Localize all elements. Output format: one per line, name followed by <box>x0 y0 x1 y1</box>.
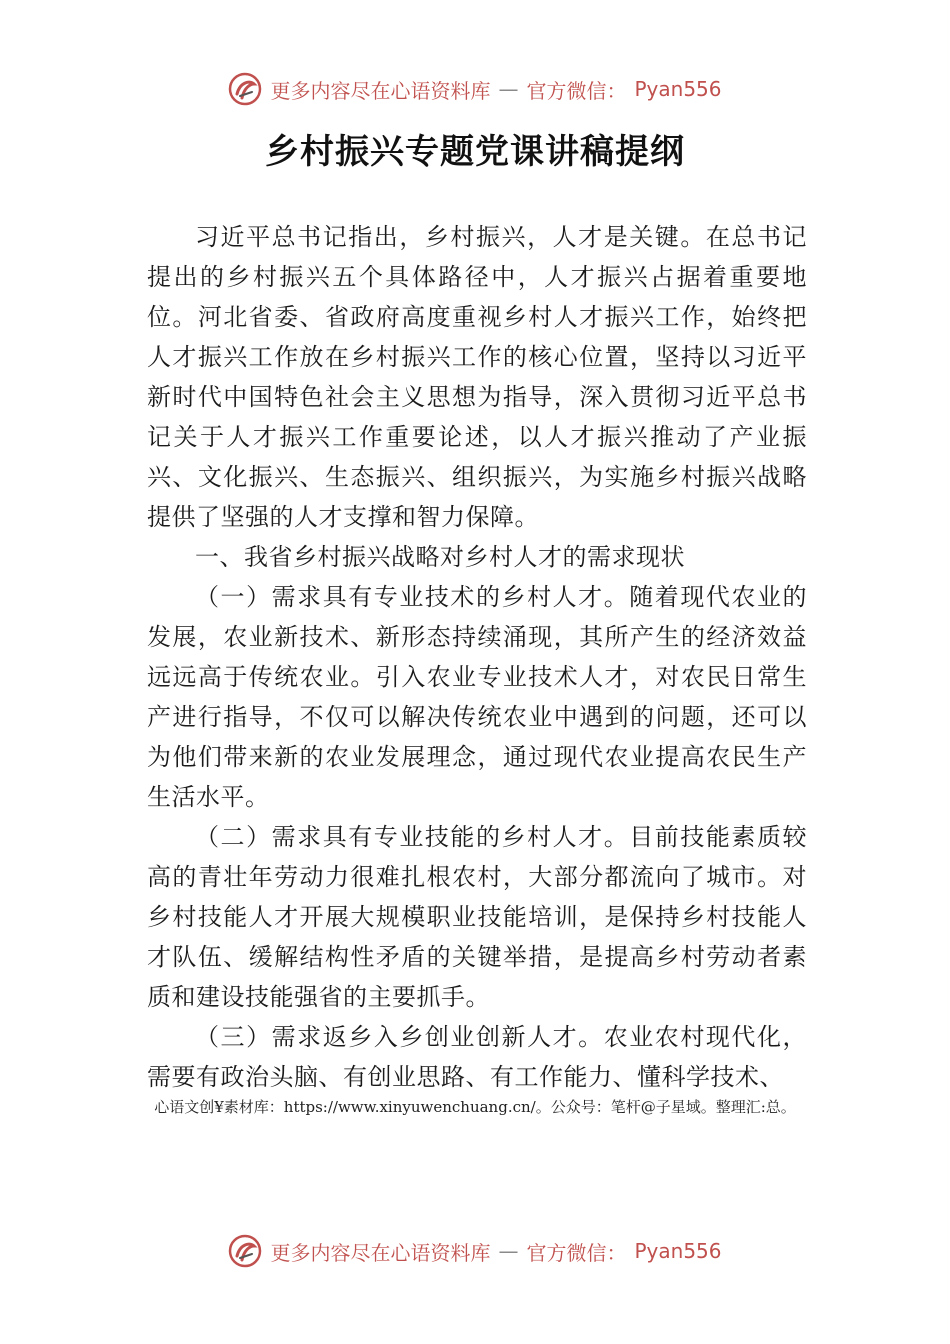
source-footer: 心语文创¥素材库：https://www.xinyuwenchuang.cn/。公众号：笔杆@子星域。整理汇:总。 <box>154 1098 796 1116</box>
swirl-logo-icon <box>228 72 262 106</box>
watermark-label: 官方微信： <box>526 1240 627 1265</box>
document-title: 乡村振兴专题党课讲稿提纲 <box>265 132 685 172</box>
watermark-label: 官方微信： <box>526 78 627 103</box>
paragraph-item-1: （一）需求具有专业技术的乡村人才。随着现代农业的发展，农业新技术、新形态持续涌现，其所产生的经济效益远远高于传统农业。引入农业专业技术人才，对农民日常生产进行指导，不仅可以解决传统农业中遇到的问题，还可以为他们带来新的农业发展理念，通过现代农业提高农民生产生活水平。 <box>147 583 807 811</box>
watermark-separator: — <box>498 1239 519 1263</box>
watermark-id: Pyan556 <box>634 77 722 101</box>
watermark-id: Pyan556 <box>634 1239 722 1263</box>
paragraph-item-2: （二）需求具有专业技能的乡村人才。目前技能素质较高的青壮年劳动力很难扎根农村，大部分都流向了城市。对乡村技能人才开展大规模职业技能培训，是保持乡村技能人才队伍、缓解结构性矛盾的关键举措，是提高乡村劳动者素质和建设技能强省的主要抓手。 <box>147 823 807 1011</box>
paragraph-item-3: （三）需求返乡入乡创业创新人才。农业农村现代化，需要有政治头脑、有创业思路、有工作能力、懂科学技术、 <box>147 1023 807 1091</box>
section-heading-1: 一、我省乡村振兴战略对乡村人才的需求现状 <box>195 543 685 571</box>
paragraph-intro: 习近平总书记指出，乡村振兴，人才是关键。在总书记提出的乡村振兴五个具体路径中，人才振兴占据着重要地位。河北省委、省政府高度重视乡村人才振兴工作，始终把人才振兴工作放在乡村振兴工作的核心位置，坚持以习近平新时代中国特色社会主义思想为指导，深入贯彻习近平总书记关于人才振兴工作重要论述，以人才振兴推动了产业振兴、文化振兴、生态振兴、组织振兴，为实施乡村振兴战略提供了坚强的人才支撑和智力保障。 <box>147 223 807 531</box>
footer-watermark <box>0 1234 950 1268</box>
swirl-logo-icon <box>228 1234 262 1268</box>
watermark-text: 更多内容尽在心语资料库 <box>270 1240 491 1265</box>
watermark-text: 更多内容尽在心语资料库 <box>270 78 491 103</box>
watermark-separator: — <box>498 77 519 101</box>
header-watermark <box>0 72 950 106</box>
document-body <box>147 217 807 1097</box>
